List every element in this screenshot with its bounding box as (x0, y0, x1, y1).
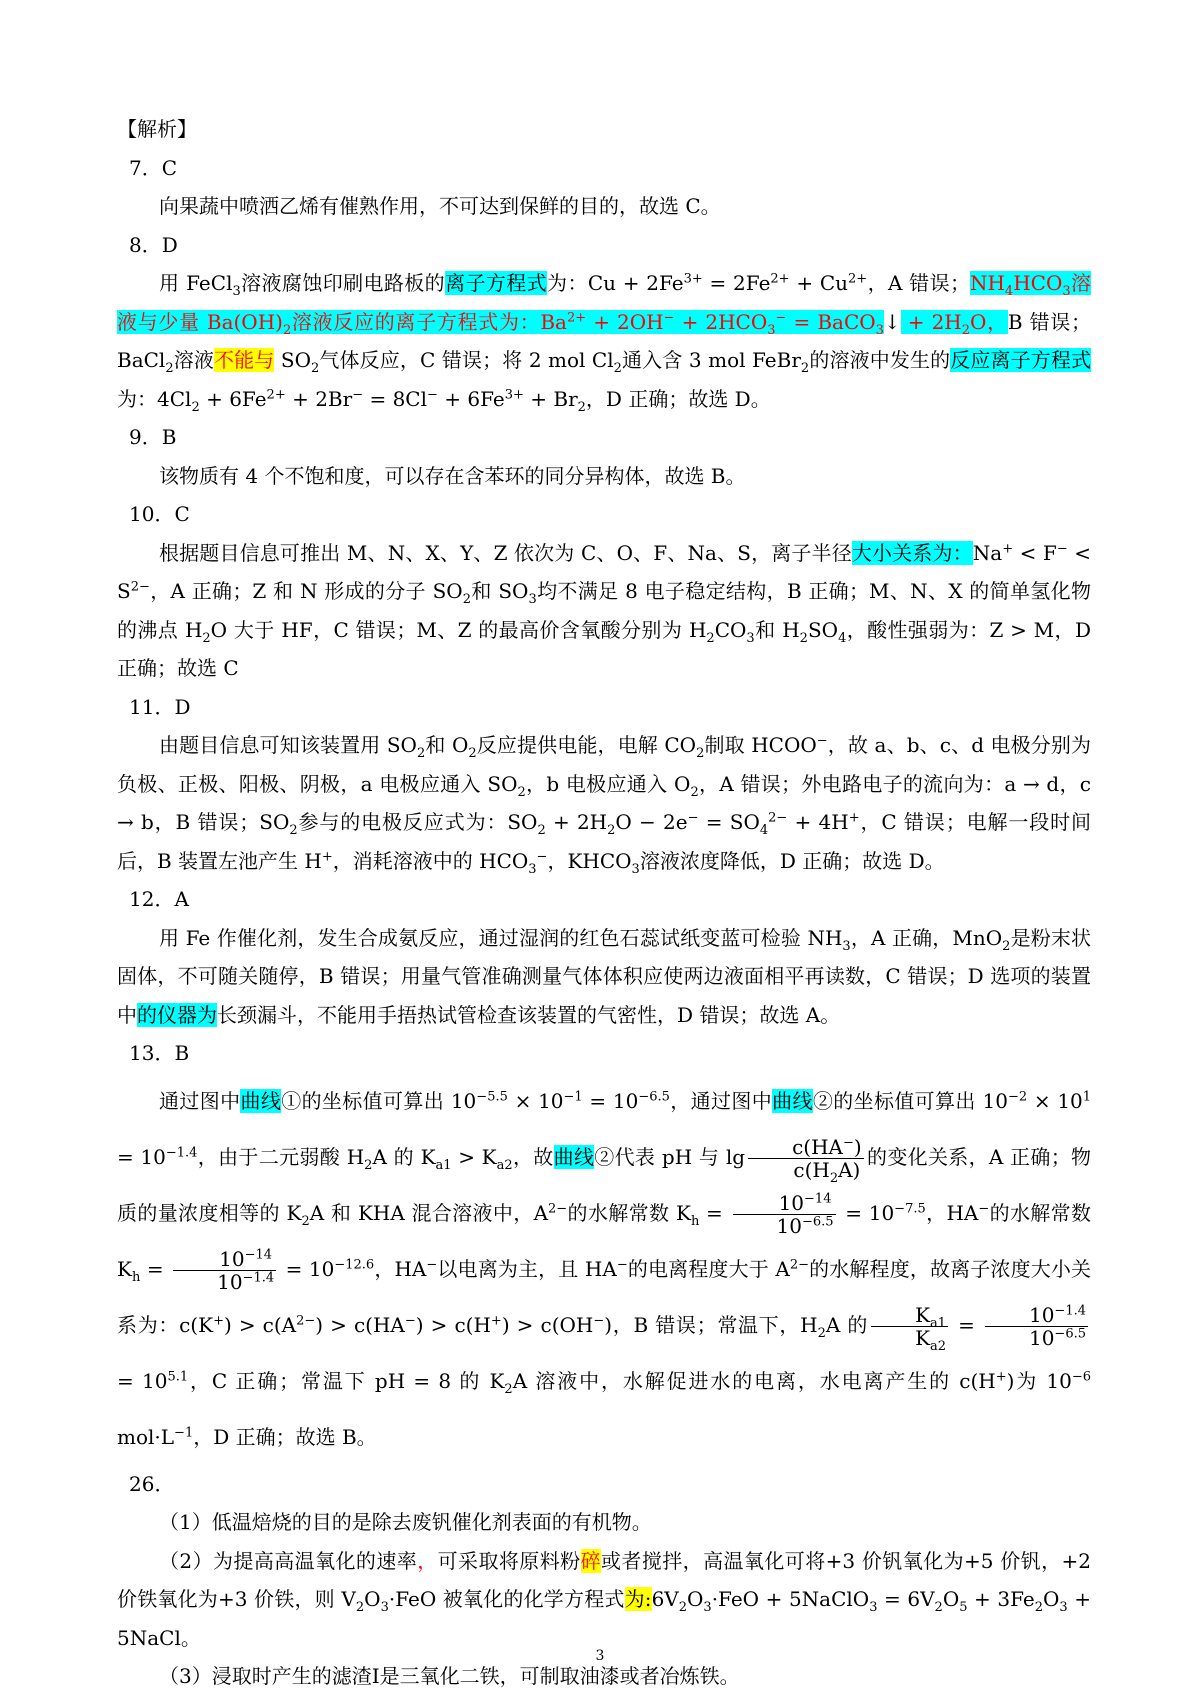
q12-answer: 12．A (129, 887, 189, 911)
q12-explanation: 用 Fe 作催化剂，发生合成氨反应，通过湿润的红色石蕊试纸变蓝可检验 $NH_3$，A 正确，MnO$_2$是粉末状固体，不可随关随停，B 错误；用量气管准确测量气体体积应使两边液面相平再读数，C 错误；D 选项的装置中的仪器为长颈漏斗，不能用手捂热试管检查该装置的气密性，D 错误；故选 A。 (117, 925, 1092, 1027)
kh-fraction-2: $\frac{10^{-14}}{10^{-1.4}}$ (173, 1248, 276, 1293)
ka-value-fraction: $\frac{10^{-1.4}}{10^{-6.5}}$ (985, 1304, 1088, 1349)
q7-explanation: 向果蔬中喷洒乙烯有催熟作用，不可达到保鲜的目的，故选 C。 (159, 194, 721, 218)
q26-part2: （2）为提高高温氧化的速率，可采取将原料粉碎或者搅拌，高温氧化可将+3 价钒氧化为+5 价钒，+2 价铁氧化为+3 价铁，则 $V_2O_3\cdot FeO$ 被氧化的化学方程式为$:6V_2O_3\cdot FeO$ + 5NaClO$_3$ = $6V_2O_5 + 3Fe_2O_3$ + 5NaCl。 (117, 1548, 1092, 1650)
q26-part1: （1）低温焙烧的目的是除去废钒催化剂表面的有机物。 (159, 1510, 652, 1534)
q9-answer: 9．B (129, 425, 177, 449)
q11-answer: 11．D (129, 694, 191, 719)
q7-answer: 7．C (129, 155, 178, 180)
ka-ratio-fraction: $\frac{K_{a1}}{K_{a2}}$ (871, 1304, 948, 1349)
q10-answer: 10．C (129, 502, 190, 526)
kh-fraction-1: $\frac{10^{-14}}{10^{-6.5}}$ (733, 1192, 836, 1237)
answer-body (117, 110, 1091, 1696)
q8-answer: 8．D (129, 232, 178, 257)
ratio-fraction: $\frac{c(HA^-)}{c(H_2A)}$ (748, 1136, 864, 1181)
page-number: 3 (595, 1648, 605, 1664)
q11-explanation: 由题目信息可知该装置用 $SO_2$和 $O_2$反应提供电能，电解 $CO_2$制取 HCOO−，故 a、b、c、d 电极分别为负极、正极、阳极、阴极，a 电极应通入 $SO_2$，b 电极应通入 $O_2$，A 错误；外电路电子的流向为：a → d，c → b，B 错误；$SO_2$参与的电极反应式为：$SO_2 + 2H_2O - 2e^- = SO_4^{2-} + 4H^+$，C 错误；电解一段时间后，B 装置左池产生 H+，消耗溶液中的 $HCO_3^-$，$KHCO_3$溶液浓度降低，D 正确；故选 D。 (117, 733, 1092, 877)
section-heading: 【解析】 (117, 117, 197, 141)
q26-part3: （3）浸取时产生的滤渣Ⅰ是三氧化二铁，可制取油漆或者冶炼铁。 (159, 1664, 740, 1688)
q13-explanation: 通过图中曲线①的坐标值可算出 $10^{-5.5} \times 10^{-1} = 10^{-6.5}$，通过图中曲线②的坐标值可算出 $10^{-2} \times 10^1 = 10^{-1.4}$，由于二元弱酸 $H_2A$ 的 $K_{a1} > K_{a2}$，故曲线②代表 pH 与 lg $\frac{c(HA^-)}{c(H_2A)}$ 的变化关系，A 正确；物质的量浓度相等的 $K_2A$ 和 KHA 混合溶液中，$A^{2-}$的水解常数 $K_h$ = $\frac{10^{-14}}{10^{-6.5}}$ = $10^{-7.5}$，HA−的水解常数 $K_h$ = $\frac{10^{-14}}{10^{-1.4}}$ = $10^{-12.6}$，HA−以电离为主，且 HA−的电离程度大于 $A^{2-}$的水解程度，故离子浓度大小关系为：$c(K^+) > c(A^{2-}) > c(HA^-) > c(H^+) > c(OH^-)$，B 错误；常温下，$H_2A$ 的 $\frac{K_{a1}}{K_{a2}}$ = $\frac{10^{-1.4}}{10^{-6.5}}$ = $10^{5.1}$，C 正确；常温下 pH = 8 的 $K_2A$ 溶液中，水解促进水的电离，水电离产生的 c(H+)为 $10^{-6}$ $mol\cdot L^{-1}$，D 正确；故选 B。 (117, 1088, 1092, 1449)
q13-answer: 13．B (129, 1041, 190, 1065)
q10-explanation: 根据题目信息可推出 M、N、X、Y、Z 依次为 C、O、F、Na、S，离子半径大小关系为：$Na^+ < F^- < S^{2-}$，A 正确；Z 和 N 形成的分子 $SO_2$和 $SO_3$均不满足 8 电子稳定结构，B 正确；M、N、X 的简单氢化物的沸点 $H_2O$ 大于 HF，C 错误；M、Z 的最高价含氧酸分别为 $H_2CO_3$和 $H_2SO_4$，酸性强弱为：Z > M，D 正确；故选 C (117, 540, 1091, 680)
q8-explanation: 用 FeCl$_3$溶液腐蚀印刷电路板的离子方程式为：$Cu + 2Fe^{3+} = 2Fe^{2+} + Cu^{2+}$，A 错误；$NH_4HCO_3$溶液与少量 $Ba(OH)_2$溶液反应的离子方程式为：$Ba^{2+} + 2OH^- + 2HCO_3^-$ = BaCO$_3$↓ + $2H_2O$，B 错误；BaCl$_2$溶液不能与 $SO_2$气体反应，C 错误；将 2 mol $Cl_2$通入含 3 mol FeBr$_2$的溶液中发生的反应离子方程式为：$4Cl_2 + 6Fe^{2+} + 2Br^- = 8Cl^- + 6Fe^{3+} + Br_2$，D 正确；故选 D。 (117, 271, 1092, 415)
q26-number: 26． (129, 1471, 175, 1496)
q9-explanation: 该物质有 4 个不饱和度，可以存在含苯环的同分异构体，故选 B。 (159, 463, 746, 488)
